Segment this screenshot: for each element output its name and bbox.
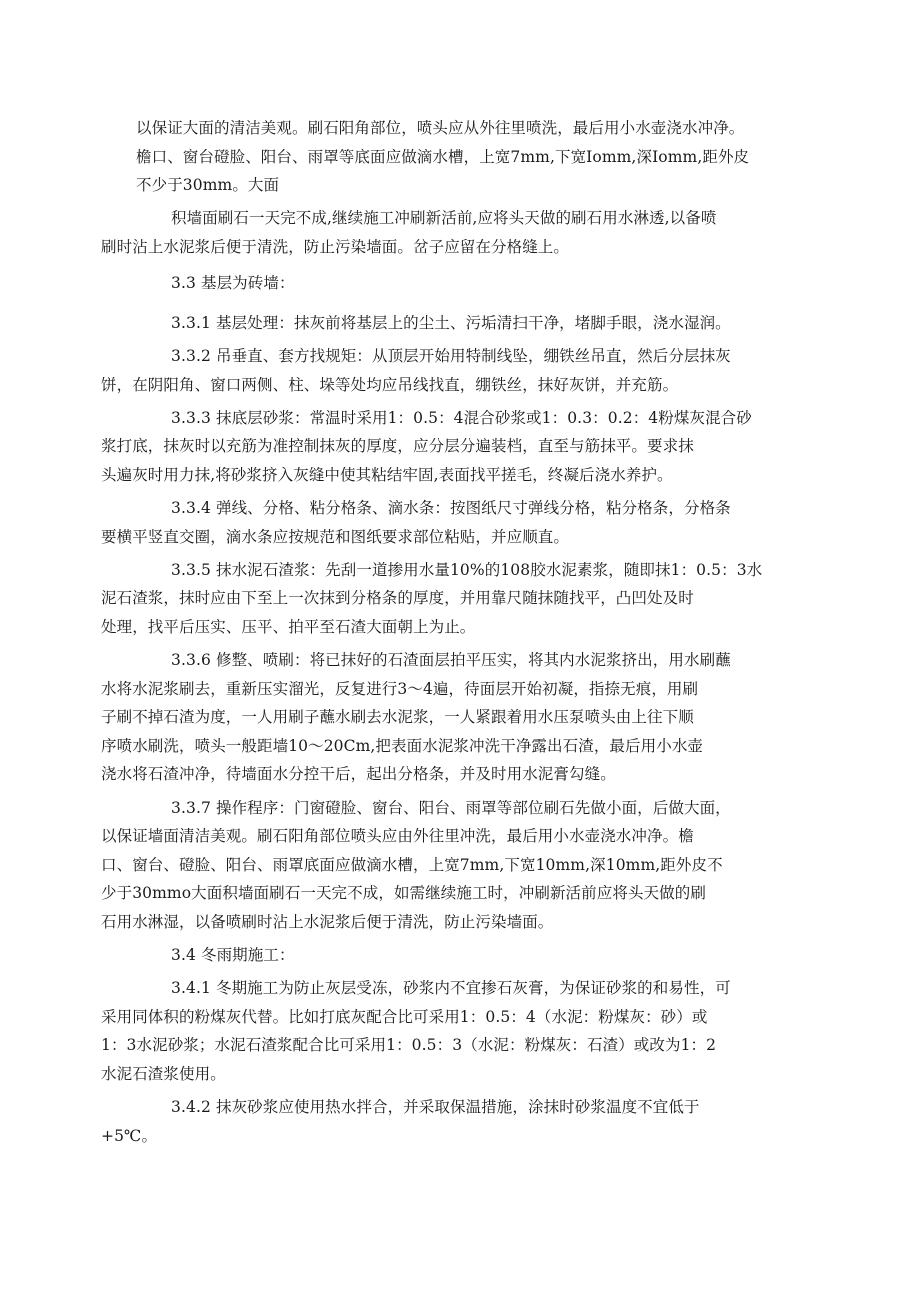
paragraph-3-3-6 [101,646,808,789]
text-line: 水将水泥浆刷去，重新压实溜光，反复进行3～4遍，待面层开始初凝，指捺无痕，用刷 [101,679,699,698]
section-heading-3-3 [136,269,808,298]
paragraph-continuation-a [136,114,808,200]
text-line: 刷时沾上水泥浆后便于清洗，防止污染墙面。岔子应留在分格缝上。 [101,237,570,256]
text-line: 檐口、窗台磴脸、阳台、雨罩等底面应做滴水槽，上宽7mm,下宽Iomm,深Iomm,距外皮 [136,147,750,166]
paragraph-3-3-2 [101,342,808,399]
heading-text: 3.3 基层为砖墙： [171,274,295,293]
text-line: 3.3.6 修整、喷刷：将已抹好的石渣面层拍平压实，将其内水泥浆挤出，用水刷蘸 [171,651,731,670]
text-line: 水泥石渣浆使用。 [101,1064,226,1083]
text-line: 浆打底，抹灰时以充筋为准控制抹灰的厚度，应分层分遍装档，直至与筋抹平。要求抹 [101,437,694,456]
paragraph-3-3-3 [101,404,808,490]
text-line: 3.3.2 吊垂直、套方找规矩：从顶层开始用特制线坠，绷铁丝吊直，然后分层抹灰 [171,347,731,366]
text-line: 泥石渣浆，抹时应由下至上一次抹到分格条的厚度，并用靠尺随抹随找平，凸凹处及时 [101,589,694,608]
text-line: 3.3.5 抹水泥石渣浆：先刮一道掺用水量10%的108胶水泥素浆，随即抹1：0.5：3水 [171,560,763,579]
text-line: 3.4.2 抹灰砂浆应使用热水拌合，并采取保温措施，涂抹时砂浆温度不宜低于 [171,1098,700,1116]
text-line: 3.3.7 操作程序：门窗磴脸、窗台、阳台、雨罩等部位刷石先做小面，后做大面， [171,798,731,817]
text-line: 子刷不掉石渣为度，一人用刷子蘸水刷去水泥浆，一人紧跟着用水压泵喷头由上往下顺 [101,708,694,727]
heading-text: 3.4 冬雨期施工： [171,946,295,965]
paragraph-continuation-b [101,204,808,261]
paragraph-3-4-2 [101,1093,808,1150]
section-heading-3-4 [136,941,808,970]
document-page [101,114,808,1155]
text-line: 处理，找平后压实、压平、拍平至石渣大面朝上为止。 [101,618,476,636]
text-line: 序喷水刷洗，喷头一般距墙10～20Cm,把表面水泥浆冲洗干净露出石渣，最后用小水壶 [101,736,704,755]
text-line: 3.3.1 基层处理：抹灰前将基层上的尘土、污垢清扫干净，堵脚手眼，浇水湿润。 [171,314,731,333]
text-line: 采用同体积的粉煤灰代替。比如打底灰配合比可采用1：0.5：4（水泥：粉煤灰：砂）或 [101,1007,708,1026]
text-line: 头遍灰时用力抹,将砂浆挤入灰缝中使其粘结牢固,表面找平搓毛，终凝后浇水养护。 [101,466,673,485]
text-line: +5℃。 [101,1126,158,1145]
text-line: 3.4.1 冬期施工为防止灰层受冻，砂浆内不宜掺石灰膏，为保证砂浆的和易性，可 [171,979,731,998]
paragraph-3-3-4 [101,494,808,551]
text-line: 饼，在阴阳角、窗口两侧、柱、垛等处均应吊线找直，绷铁丝，抹好灰饼，并充筋。 [101,375,679,394]
text-line: 3.3.4 弹线、分格、粘分格条、滴水条：按图纸尺寸弹线分格，粘分格条，分格条 [171,499,731,518]
text-line: 积墙面刷石一天完不成,继续施工冲刷新活前,应将头天做的刷石用水淋透,以备喷 [171,209,717,228]
text-line: 3.3.3 抹底层砂浆：常温时采用1：0.5：4混合砂浆或1：0.3：0.2：4粉煤灰混合砂 [171,408,752,427]
paragraph-3-3-7 [101,794,808,937]
paragraph-3-4-1 [101,974,808,1088]
paragraph-3-3-1 [136,309,808,338]
text-line: 浇水将石渣冲净，待墙面水分控干后，起出分格条，并及时用水泥膏勾缝。 [101,765,616,784]
text-line: 以保证大面的清洁美观。刷石阳角部位，喷头应从外往里喷洗，最后用小水壶浇水冲净。 [136,119,745,137]
text-line: 不少于30mm。大面 [136,176,280,195]
text-line: 以保证墙面清洁美观。刷石阳角部位喷头应由外往里冲洗，最后用小水壶浇水冲净。檐 [101,827,694,846]
text-line: 少于30mmo大面积墙面刷石一天完不成，如需继续施工时，冲刷新活前应将头天做的刷 [101,884,706,903]
text-line: 石用水淋湿，以备喷刷时沾上水泥浆后便于清洗，防止污染墙面。 [101,912,554,931]
text-line: 口、窗台、磴脸、阳台、雨罩底面应做滴水槽，上宽7mm,下宽10mm,深10mm,距外皮不 [101,855,723,874]
text-line: 1：3水泥砂浆；水泥石渣浆配合比可采用1：0.5：3（水泥：粉煤灰：石渣）或改为1：2 [101,1036,717,1055]
text-line: 要横平竖直交圈，滴水条应按规范和图纸要求部位粘贴，并应顺直。 [101,527,570,546]
paragraph-3-3-5 [101,556,808,642]
